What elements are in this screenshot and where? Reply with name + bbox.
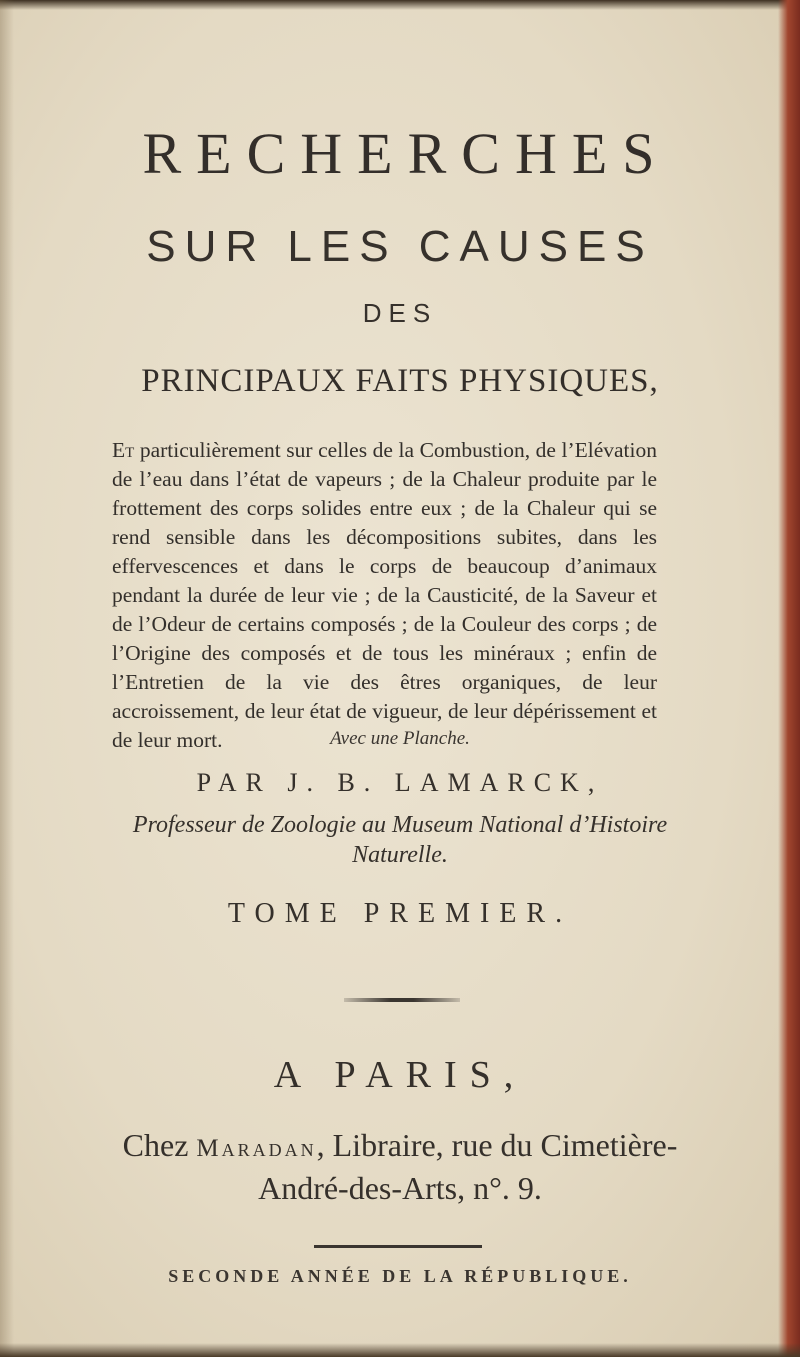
title-line-2: SUR LES CAUSES [146, 222, 654, 271]
imprint-date: SECONDE ANNÉE DE LA RÉPUBLIQUE. [168, 1266, 632, 1286]
publisher-name: Maradan [196, 1135, 317, 1162]
description-text: particulièrement sur celles de la Combustion, de l’Elévation de l’eau dans l’état de vapeurs ; de la Chaleur produite par le frottement des corps solides entre eux ; de la Chaleur qui se rend sensible dans les décompositions subites, dans les effervescences et dans le corps de beaucoup d’animaux pendant la durée de leur vie ; de la Causticité, de la Saveur et de l’Odeur de certains composés ; de la Couleur des corps ; de l’Origine des composés et de tous les minéraux ; enfin de l’Entretien de la vie des êtres organiques, de leur accroissement, de leur état de vigueur, de leur dépérissement et de leur mort. [112, 438, 658, 752]
description-lead: Et [112, 438, 135, 462]
title-line-1: RECHERCHES [142, 121, 670, 186]
title-line-4: PRINCIPAUX FAITS PHYSIQUES, [141, 363, 659, 399]
imprint-city: A PARIS, [273, 1054, 527, 1096]
subtitle-description [112, 436, 657, 755]
volume-label: TOME PREMIER. [227, 898, 573, 929]
imprint-publisher [0, 1127, 800, 1164]
imprint-rule [314, 1245, 482, 1248]
publisher-rest: , Libraire, rue du Cimetière- [316, 1127, 678, 1163]
author-line: PAR J. B. LAMARCK, [196, 768, 604, 797]
plate-note: Avec une Planche. [330, 728, 470, 749]
author-title: Professeur de Zoologie au Museum National d’Histoire Naturelle. [132, 812, 668, 868]
publisher-prefix: Chez [122, 1127, 189, 1163]
title-line-3: DES [362, 298, 438, 328]
imprint-address: André-des-Arts, n°. 9. [258, 1170, 542, 1206]
page-top-edge [0, 0, 800, 10]
ornamental-rule [344, 998, 460, 1002]
page-bottom-edge [0, 1343, 800, 1357]
